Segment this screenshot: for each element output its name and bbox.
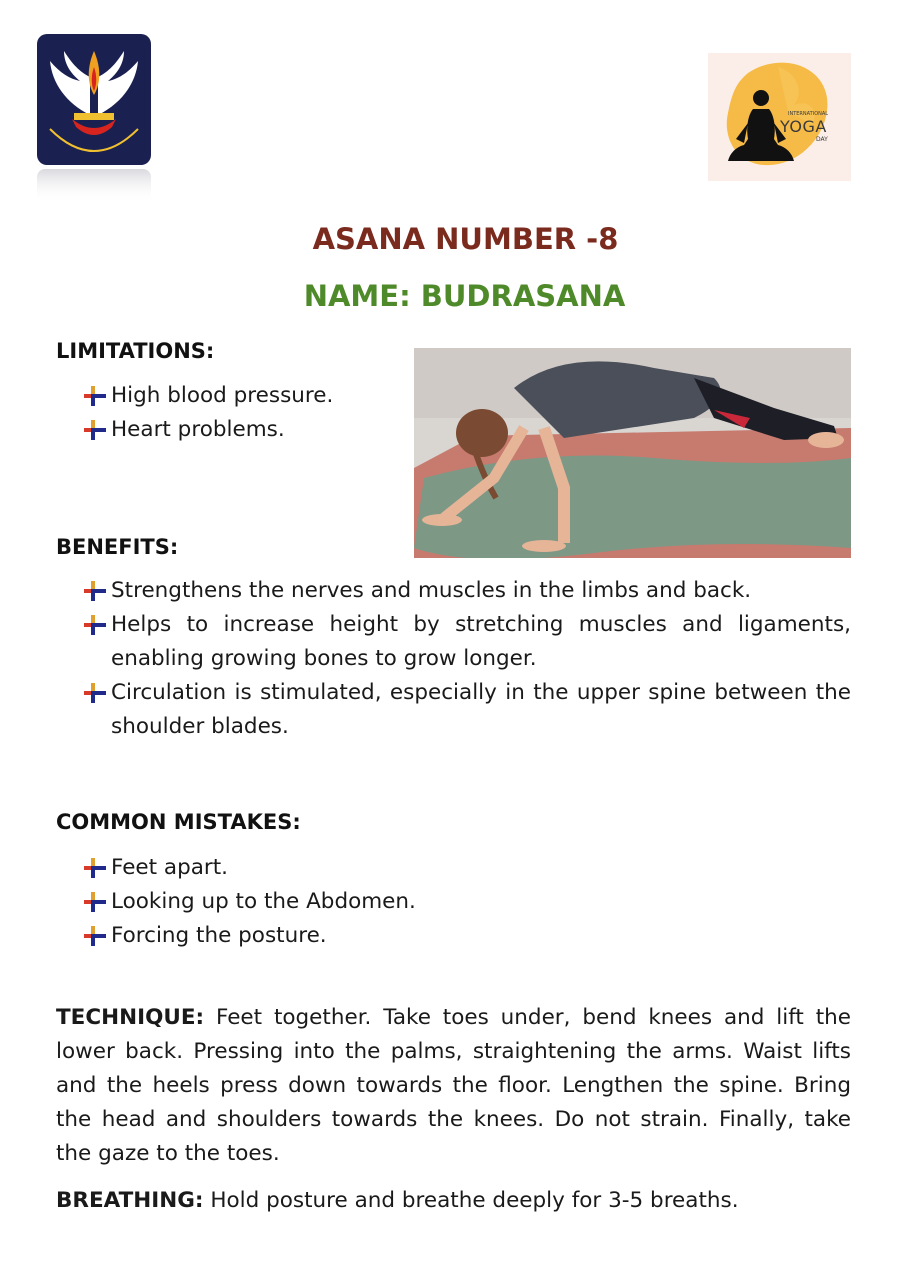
list-item-text: Strengthens the nerves and muscles in the limbs and back. (111, 578, 752, 603)
list-item (84, 851, 684, 885)
benefits-heading: BENEFITS: (56, 535, 179, 559)
common-mistakes-heading: COMMON MISTAKES: (56, 810, 301, 834)
yoga-logo-line3: DAY (816, 136, 828, 143)
cross-bullet-icon (84, 858, 106, 878)
list-item-text: Looking up to the Abdomen. (111, 889, 416, 914)
list-item (84, 676, 851, 744)
cross-bullet-icon (84, 615, 106, 635)
benefits-list (84, 574, 851, 744)
list-item (84, 413, 404, 447)
list-item (84, 885, 684, 919)
breathing-label: BREATHING: (56, 1188, 204, 1213)
cross-bullet-icon (84, 892, 106, 912)
yoga-logo-line2: YOGA (780, 117, 827, 136)
cross-bullet-icon (84, 420, 106, 440)
list-item-text: Feet apart. (111, 855, 229, 880)
cross-bullet-icon (84, 683, 106, 703)
asana-number-title: ASANA NUMBER -8 (312, 222, 619, 256)
yoga-logo-line1: INTERNATIONAL (788, 111, 829, 117)
list-item (84, 608, 851, 676)
technique-paragraph (56, 1001, 851, 1171)
cross-bullet-icon (84, 926, 106, 946)
breathing-paragraph (56, 1184, 851, 1218)
list-item (84, 574, 851, 608)
breathing-text: Hold posture and breathe deeply for 3-5 breaths. (203, 1188, 739, 1213)
asana-name-title: NAME: BUDRASANA (303, 279, 626, 313)
cross-bullet-icon (84, 386, 106, 406)
common-mistakes-list (84, 851, 684, 953)
technique-label: TECHNIQUE: (56, 1005, 205, 1030)
limitations-list (84, 379, 404, 447)
list-item-text: Heart problems. (111, 417, 285, 442)
list-item (84, 919, 684, 953)
list-item (84, 379, 404, 413)
list-item-text: High blood pressure. (111, 383, 334, 408)
list-item-text: Forcing the posture. (111, 923, 327, 948)
yoga-day-logo (708, 53, 851, 181)
pose-photo (414, 348, 851, 558)
list-item-text: Circulation is stimulated, especially in the upper spine between the shoulder blades. (111, 680, 851, 739)
limitations-heading: LIMITATIONS: (56, 339, 215, 363)
school-logo (36, 33, 152, 203)
cross-bullet-icon (84, 581, 106, 601)
list-item-text: Helps to increase height by stretching muscles and ligaments, enabling growing bones to grow longer. (111, 612, 851, 671)
technique-text: Feet together. Take toes under, bend knees and lift the lower back. Pressing into the palms, straightening the arms. Waist lifts and the heels press down towards the floor. Lengthen the spine. Bring the head and shoulders towards the knees. Do not strain. Finally, take the gaze to the toes. (56, 1005, 851, 1166)
